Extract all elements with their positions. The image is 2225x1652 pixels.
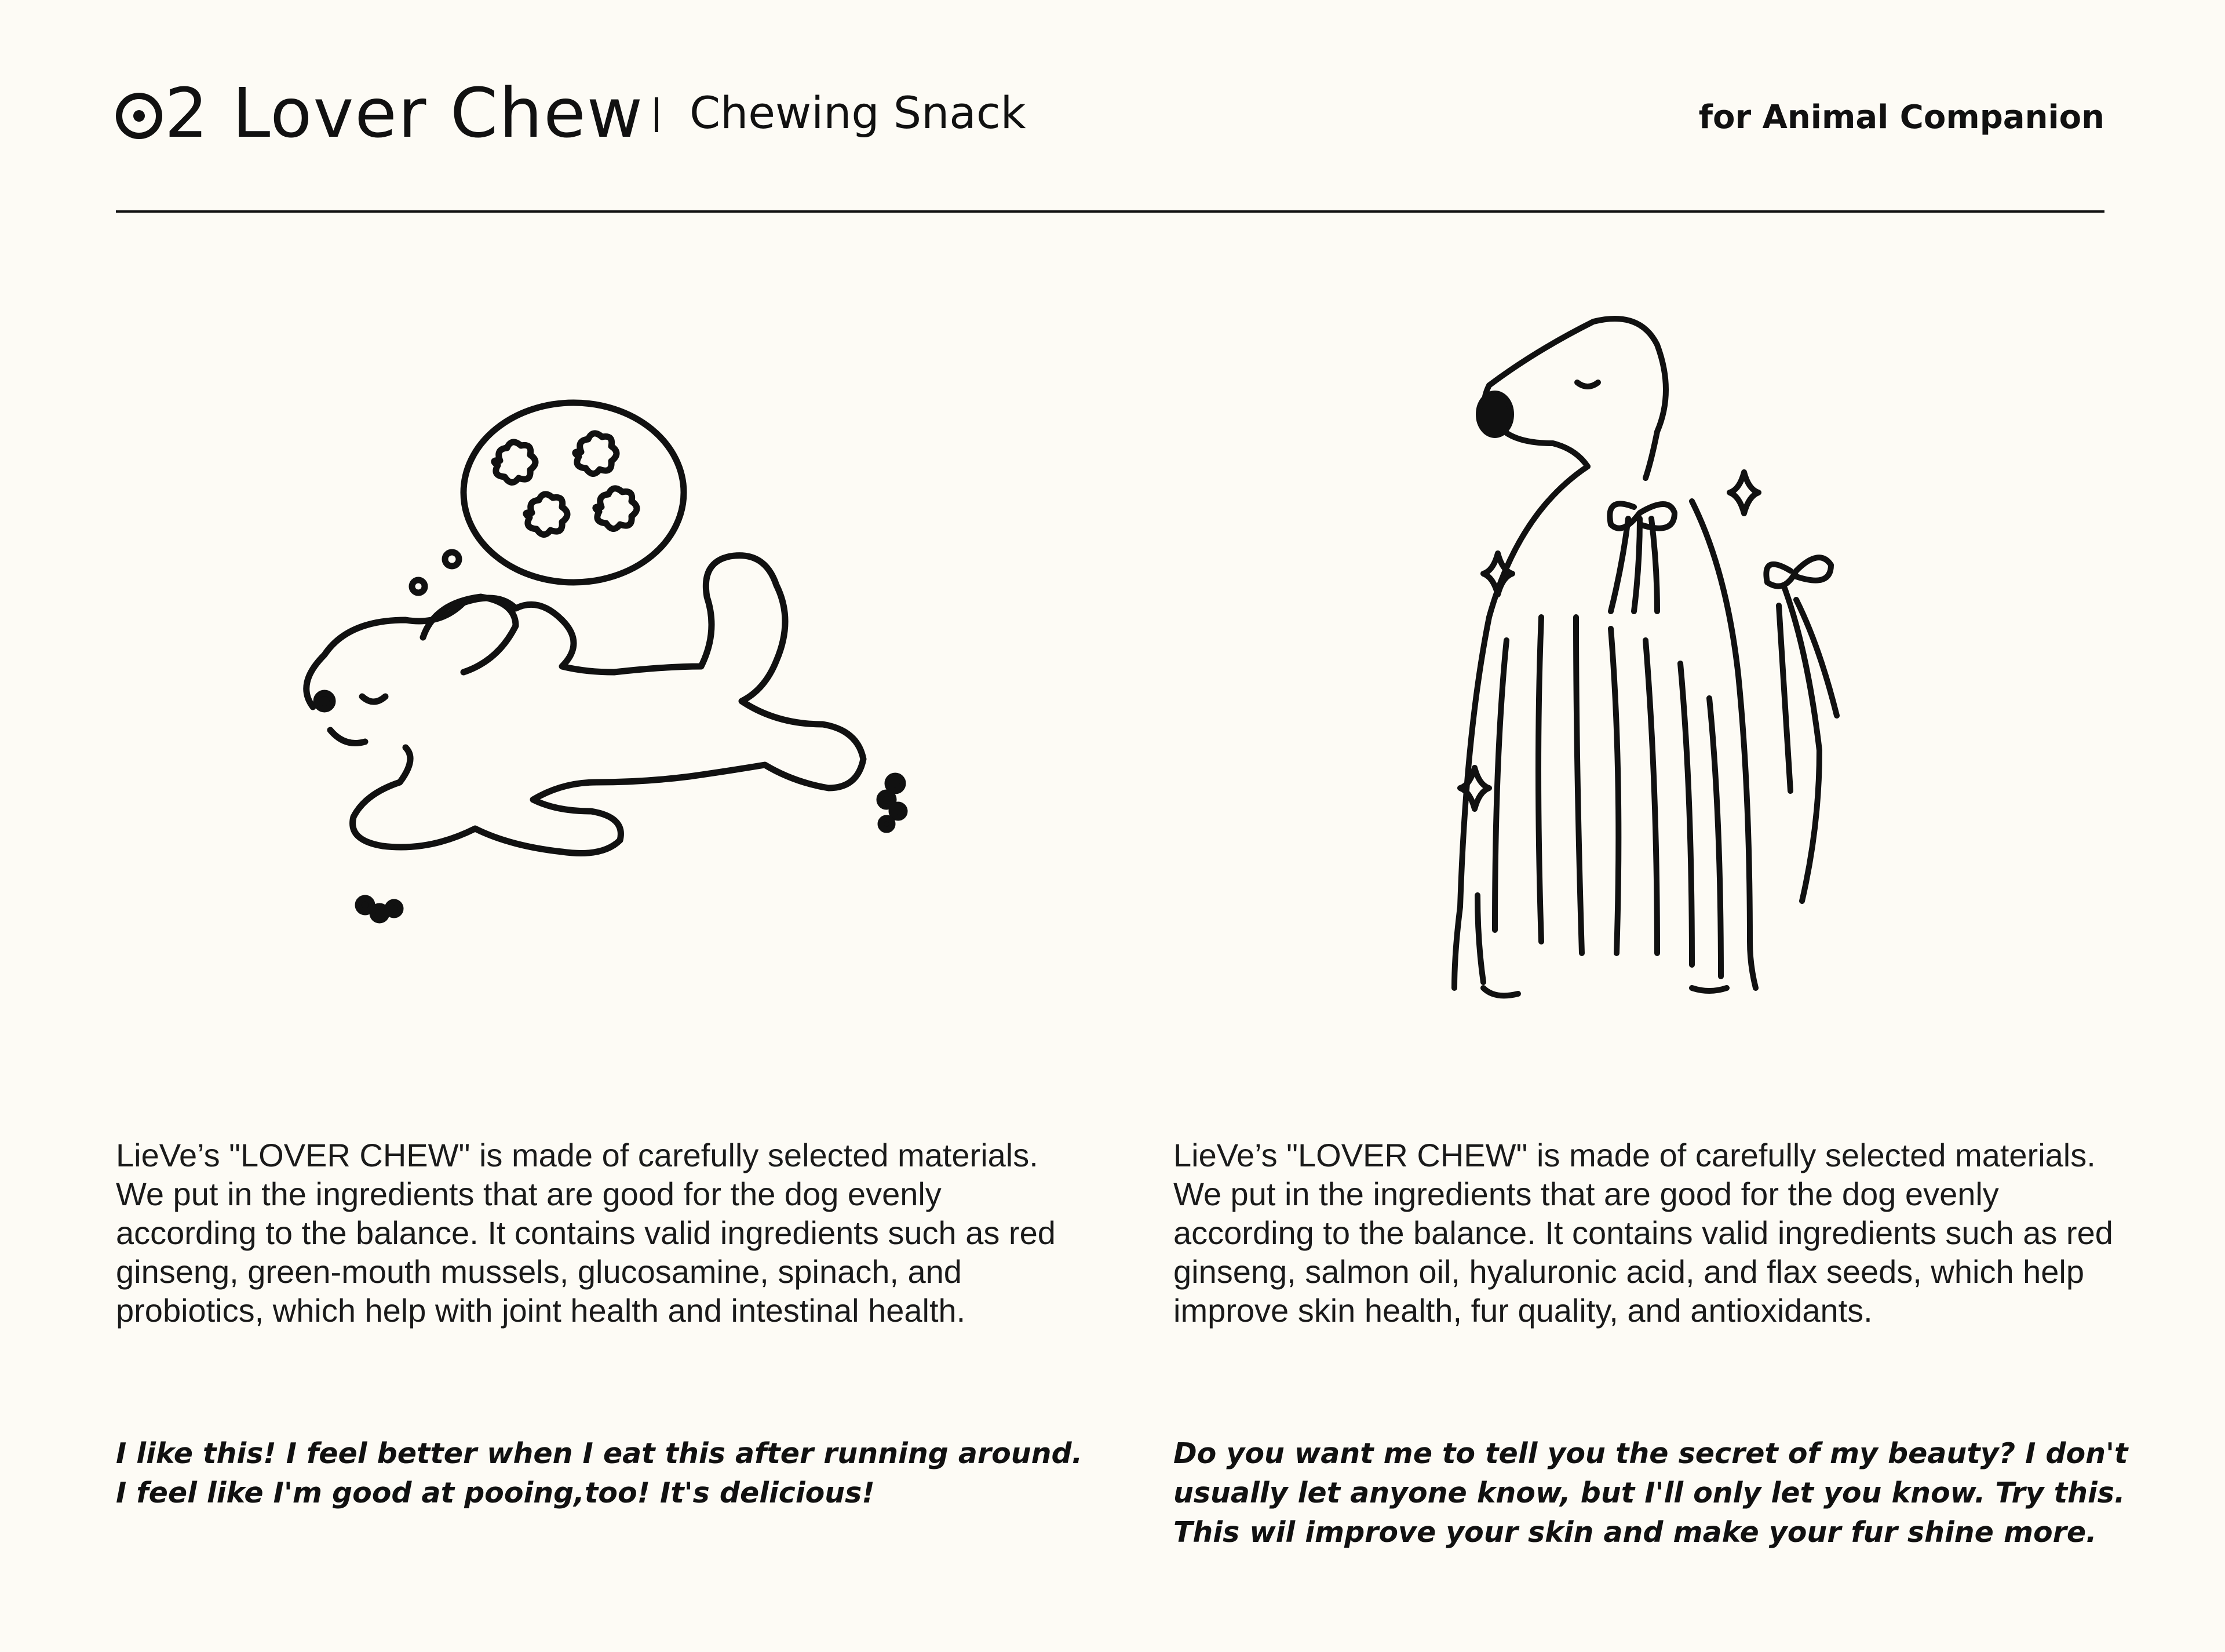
circle-zero-icon (116, 93, 162, 139)
puppy-mouth (330, 730, 365, 743)
left-column (116, 1136, 1089, 1330)
title-number: 2 (165, 73, 210, 153)
right-quote: Do you want me to tell you the secret of my beauty? I don't usually let anyone know, but I'll only let you know. Try this. This wil improve your skin and make your fur shine more. (1173, 1437, 2128, 1549)
puppy-ear (423, 597, 516, 672)
long-haired-dog-illustration (1443, 316, 1860, 1023)
page-title (116, 70, 644, 156)
left-quote-block (116, 1434, 1089, 1513)
right-quote-block (1173, 1434, 2147, 1552)
running-puppy-illustration (232, 394, 939, 950)
header (116, 70, 2104, 156)
treat-icon (596, 488, 637, 529)
left-quote: I like this! I feel better when I eat this after running around. I feel like I'm good at pooing,too! It's delicious! (116, 1437, 1083, 1509)
thought-dot-small (412, 580, 425, 593)
puppy-nose (316, 693, 333, 709)
dog-nose (1479, 393, 1511, 435)
right-description: LieVe’s "LOVER CHEW" is made of carefully selected materials. We put in the ingredients that are good for the dog evenly according to the balance. It contains valid ingredients such as red ginseng, salmon oil, hyaluronic acid, and flax seeds, which help improve skin health, fur quality, and antioxidants. (1173, 1137, 2113, 1329)
page-subtitle: Chewing Snack (690, 87, 1026, 138)
puppy-body (307, 556, 863, 854)
thought-bubble (464, 403, 684, 582)
header-rule (116, 210, 2104, 213)
dog-body-outline (1454, 466, 1588, 988)
right-column (1173, 1136, 2147, 1330)
left-description: LieVe’s "LOVER CHEW" is made of carefully selected materials. We put in the ingredients that are good for the dog evenly according to the balance. It contains valid ingredients such as red ginseng, green-mouth mussels, glucosamine, spinach, and probiotics, which help with joint health and intestinal health. (116, 1137, 1056, 1329)
title-text: Lover Chew (232, 73, 644, 153)
treat-icon (526, 494, 567, 535)
treat-icon (575, 433, 617, 474)
page-tagline: for Animal Companion (1698, 99, 2104, 136)
puppy-eye (362, 696, 385, 702)
dog-eye (1577, 382, 1598, 386)
tail-ribbon (1766, 557, 1831, 586)
thought-dot-large (445, 552, 459, 566)
sparkle-icon (1730, 472, 1759, 513)
title-divider (655, 97, 658, 132)
treat-icon (494, 442, 535, 483)
